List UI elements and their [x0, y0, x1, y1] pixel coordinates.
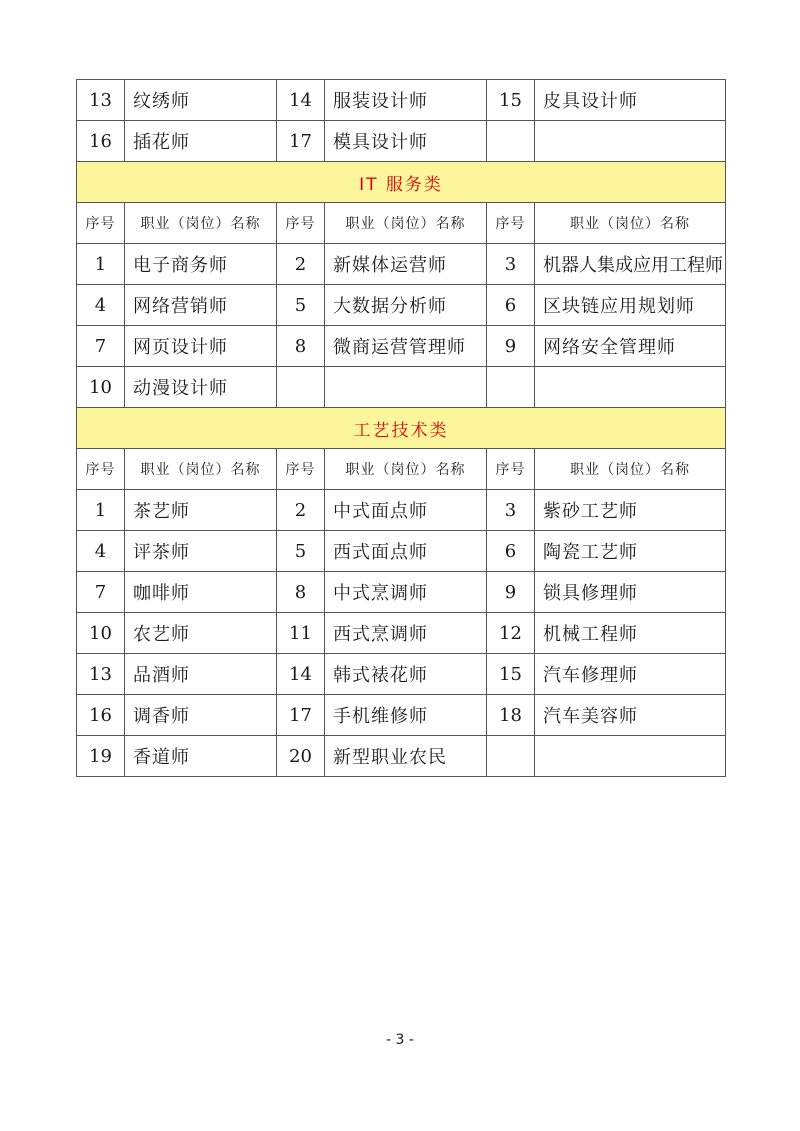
occupation-name-cell: 锁具修理师	[535, 572, 726, 613]
category-row-craft	[77, 408, 726, 449]
table-row	[77, 367, 726, 408]
seq-cell: 19	[77, 736, 125, 777]
seq-cell	[277, 367, 325, 408]
column-header-seq: 序号	[77, 449, 125, 490]
table-row	[77, 654, 726, 695]
column-header-seq: 序号	[277, 449, 325, 490]
occupation-name-cell: 服装设计师	[325, 80, 487, 121]
occupation-name-cell: 中式面点师	[325, 490, 487, 531]
seq-cell: 17	[277, 695, 325, 736]
seq-cell: 8	[277, 572, 325, 613]
occupation-name-cell: 网络营销师	[125, 285, 277, 326]
column-header-name: 职业（岗位）名称	[535, 449, 726, 490]
seq-cell	[487, 736, 535, 777]
occupation-name-cell: 品酒师	[125, 654, 277, 695]
seq-cell: 10	[77, 613, 125, 654]
table-row	[77, 244, 726, 285]
seq-cell: 13	[77, 654, 125, 695]
occupation-name-cell	[535, 121, 726, 162]
column-header-name: 职业（岗位）名称	[535, 203, 726, 244]
seq-cell: 6	[487, 285, 535, 326]
column-header-name: 职业（岗位）名称	[125, 449, 277, 490]
seq-cell: 11	[277, 613, 325, 654]
occupation-name-cell: 机器人集成应用工程师	[535, 244, 726, 285]
table-row	[77, 736, 726, 777]
occupation-name-cell: 插花师	[125, 121, 277, 162]
table-row	[77, 490, 726, 531]
occupation-table	[76, 79, 726, 777]
occupation-name-cell: 电子商务师	[125, 244, 277, 285]
occupation-name-cell: 茶艺师	[125, 490, 277, 531]
header-row	[77, 203, 726, 244]
occupation-name-cell: 新型职业农民	[325, 736, 487, 777]
occupation-name-cell	[325, 367, 487, 408]
seq-cell: 3	[487, 490, 535, 531]
seq-cell: 10	[77, 367, 125, 408]
seq-cell: 18	[487, 695, 535, 736]
seq-cell: 14	[277, 654, 325, 695]
occupation-name-cell: 动漫设计师	[125, 367, 277, 408]
table-row	[77, 531, 726, 572]
occupation-name-cell: 咖啡师	[125, 572, 277, 613]
occupation-name-cell	[535, 736, 726, 777]
occupation-name-cell: 大数据分析师	[325, 285, 487, 326]
occupation-name-cell: 皮具设计师	[535, 80, 726, 121]
seq-cell: 9	[487, 326, 535, 367]
seq-cell: 12	[487, 613, 535, 654]
seq-cell: 1	[77, 244, 125, 285]
page-number: - 3 -	[386, 1032, 414, 1048]
occupation-name-cell: 网页设计师	[125, 326, 277, 367]
category-title: IT 服务类	[77, 162, 726, 203]
occupation-name-cell: 手机维修师	[325, 695, 487, 736]
occupation-name-cell: 香道师	[125, 736, 277, 777]
seq-cell: 7	[77, 326, 125, 367]
seq-cell: 4	[77, 531, 125, 572]
occupation-name-cell: 机械工程师	[535, 613, 726, 654]
table-row	[77, 695, 726, 736]
occupation-name-cell	[535, 367, 726, 408]
occupation-name-cell: 纹绣师	[125, 80, 277, 121]
seq-cell: 7	[77, 572, 125, 613]
occupation-table-body	[77, 80, 726, 777]
occupation-name-cell: 新媒体运营师	[325, 244, 487, 285]
occupation-name-cell: 网络安全管理师	[535, 326, 726, 367]
column-header-name: 职业（岗位）名称	[325, 203, 487, 244]
seq-cell	[487, 121, 535, 162]
seq-cell: 4	[77, 285, 125, 326]
occupation-name-cell: 调香师	[125, 695, 277, 736]
column-header-seq: 序号	[487, 449, 535, 490]
seq-cell: 14	[277, 80, 325, 121]
occupation-name-cell: 区块链应用规划师	[535, 285, 726, 326]
seq-cell: 15	[487, 654, 535, 695]
occupation-name-cell: 西式烹调师	[325, 613, 487, 654]
column-header-seq: 序号	[487, 203, 535, 244]
table-row	[77, 80, 726, 121]
seq-cell: 5	[277, 285, 325, 326]
occupation-name-cell: 评茶师	[125, 531, 277, 572]
column-header-name: 职业（岗位）名称	[325, 449, 487, 490]
occupation-name-cell: 韩式裱花师	[325, 654, 487, 695]
category-row-it	[77, 162, 726, 203]
column-header-seq: 序号	[277, 203, 325, 244]
occupation-name-cell: 中式烹调师	[325, 572, 487, 613]
seq-cell: 6	[487, 531, 535, 572]
occupation-name-cell: 紫砂工艺师	[535, 490, 726, 531]
occupation-name-cell: 汽车美容师	[535, 695, 726, 736]
seq-cell: 5	[277, 531, 325, 572]
table-row	[77, 285, 726, 326]
seq-cell: 2	[277, 244, 325, 285]
seq-cell: 9	[487, 572, 535, 613]
seq-cell: 16	[77, 121, 125, 162]
table-row	[77, 613, 726, 654]
occupation-name-cell: 汽车修理师	[535, 654, 726, 695]
seq-cell: 13	[77, 80, 125, 121]
occupation-name-cell: 西式面点师	[325, 531, 487, 572]
category-title: 工艺技术类	[77, 408, 726, 449]
seq-cell: 2	[277, 490, 325, 531]
table-row	[77, 326, 726, 367]
table-row	[77, 572, 726, 613]
seq-cell	[487, 367, 535, 408]
column-header-seq: 序号	[77, 203, 125, 244]
seq-cell: 17	[277, 121, 325, 162]
occupation-name-cell: 微商运营管理师	[325, 326, 487, 367]
seq-cell: 20	[277, 736, 325, 777]
seq-cell: 8	[277, 326, 325, 367]
occupation-name-cell: 农艺师	[125, 613, 277, 654]
seq-cell: 16	[77, 695, 125, 736]
column-header-name: 职业（岗位）名称	[125, 203, 277, 244]
seq-cell: 15	[487, 80, 535, 121]
occupation-name-cell: 陶瓷工艺师	[535, 531, 726, 572]
header-row	[77, 449, 726, 490]
seq-cell: 3	[487, 244, 535, 285]
table-row	[77, 121, 726, 162]
seq-cell: 1	[77, 490, 125, 531]
occupation-name-cell: 模具设计师	[325, 121, 487, 162]
